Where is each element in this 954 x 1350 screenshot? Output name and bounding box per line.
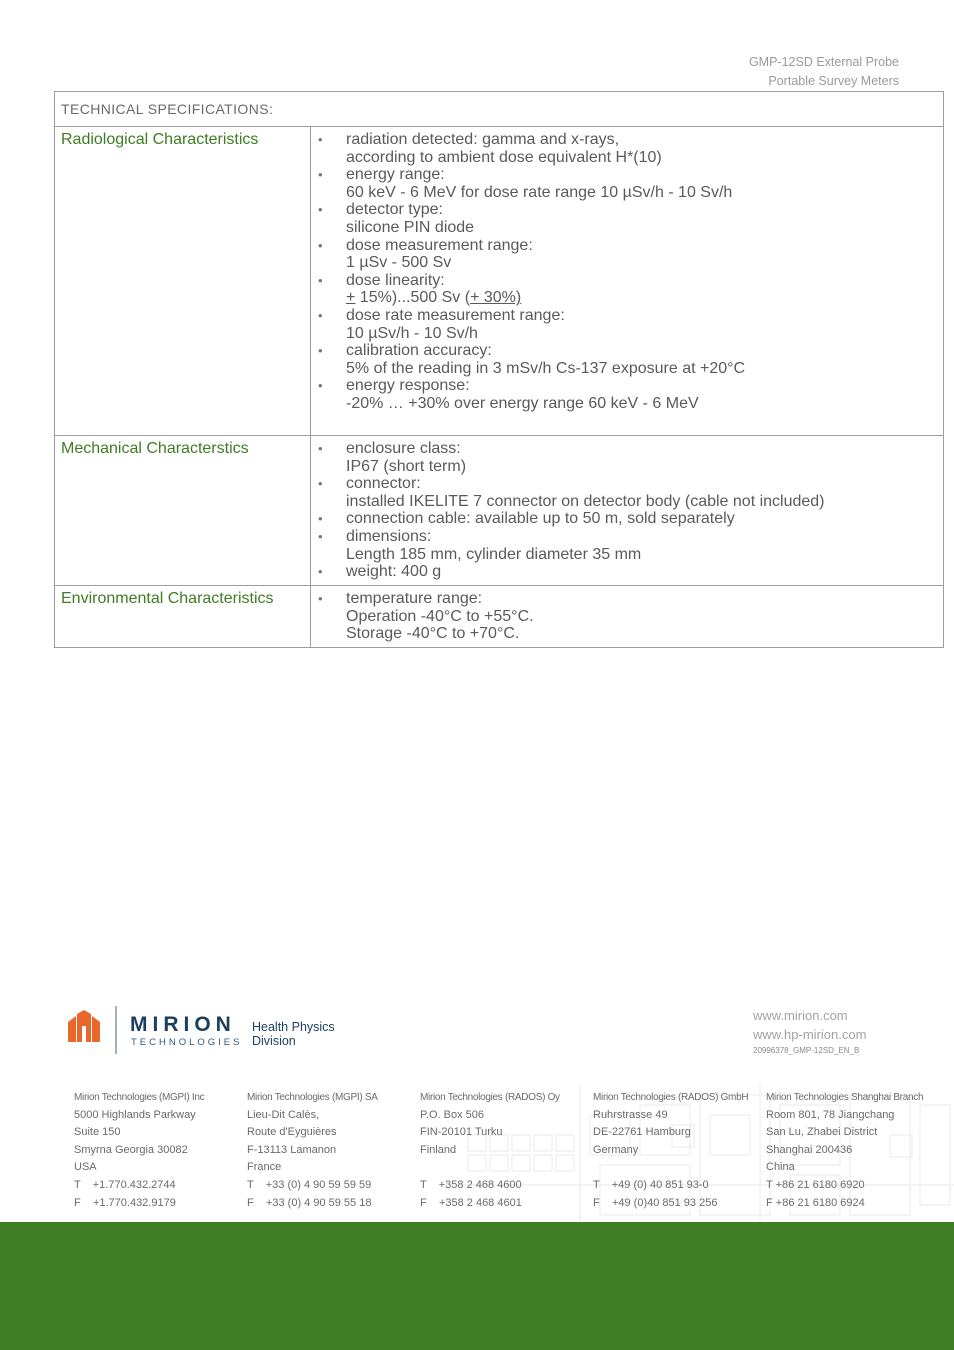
list-item: • dose linearity: + 15%)...500 Sv (+ 30%)	[317, 272, 933, 307]
table-row	[55, 436, 944, 586]
list-item: • dimensions: Length 185 mm, cylinder diameter 35 mm	[317, 528, 933, 563]
spec-list	[317, 440, 933, 581]
address-block: Mirion Technologies (RADOS) GmbH Ruhrstrasse 49 DE-22761 Hamburg Germany T +49 (0) 40 851 93-0 F +49 (0)40 851 93 256	[593, 1092, 749, 1209]
spec-list	[317, 590, 933, 643]
mirion-logo	[66, 1004, 346, 1056]
spec-list	[317, 131, 933, 413]
svg-text:Division: Division	[252, 1034, 296, 1048]
svg-text:Health Physics: Health Physics	[252, 1020, 335, 1034]
list-item: • connector: installed IKELITE 7 connector on detector body (cable not included)	[317, 475, 933, 510]
doc-code: 20996378_GMP-12SD_EN_B	[753, 1046, 860, 1055]
list-item: • detector type: silicone PIN diode	[317, 201, 933, 236]
section-name: Environmental Characteristics	[55, 586, 311, 648]
table-title: TECHNICAL SPECIFICATIONS:	[55, 92, 944, 127]
document-header	[749, 53, 899, 91]
web-info	[753, 1006, 866, 1058]
product-name: GMP-12SD External Probe	[748, 55, 899, 69]
section-name: Radiological Characteristics	[55, 127, 311, 436]
list-item: • dose rate measurement range: 10 µSv/h - 10 Sv/h	[317, 307, 933, 342]
website-link[interactable]: www.hp-mirion.com	[753, 1027, 867, 1042]
svg-text:MIRION: MIRION	[130, 1013, 236, 1036]
address-block: Mirion Technologies (MGPI) SA Lieu-Dit Calès, Route d'Eyguières F-13113 Lamanon France T +33 (0) 4 90 59 59 59 F +33 (0) 4 90 59 55 18	[247, 1092, 378, 1209]
address-block: Mirion Technologies (RADOS) Oy P.O. Box 506 FIN-20101 Turku Finland T +358 2 468 4600 F +358 2 468 4601	[420, 1092, 560, 1209]
website-link[interactable]: www.mirion.com	[753, 1008, 848, 1023]
list-item: • temperature range: Operation -40°C to +55°C. Storage -40°C to +70°C.	[317, 590, 933, 643]
list-item: • weight: 400 g	[317, 563, 933, 581]
list-item: • enclosure class: IP67 (short term)	[317, 440, 933, 475]
section-name: Mechanical Characterstics	[55, 436, 311, 586]
list-item: • energy range: 60 keV - 6 MeV for dose rate range 10 µSv/h - 10 Sv/h	[317, 166, 933, 201]
list-item: • energy response: -20% … +30% over energy range 60 keV - 6 MeV	[317, 377, 933, 412]
list-item: • connection cable: available up to 50 m, sold separately	[317, 510, 933, 528]
footer-band	[0, 1222, 954, 1350]
address-block: Mirion Technologies (MGPI) Inc 5000 Highlands Parkway Suite 150 Smyrna Georgia 30082 USA T +1.770.432.2744 F +1.770.432.9179	[74, 1092, 205, 1209]
svg-text:TECHNOLOGIES: TECHNOLOGIES	[131, 1037, 243, 1048]
table-row	[55, 586, 944, 648]
product-category: Portable Survey Meters	[768, 74, 899, 88]
logo-mark-icon	[68, 1010, 100, 1042]
table-row	[55, 127, 944, 436]
list-item: • calibration accuracy: 5% of the reading in 3 mSv/h Cs-137 exposure at +20°C	[317, 342, 933, 377]
list-item: • radiation detected: gamma and x-rays, according to ambient dose equivalent H*(10)	[317, 131, 933, 166]
list-item: • dose measurement range: 1 µSv - 500 Sv	[317, 237, 933, 272]
spec-table	[54, 91, 944, 648]
address-block: Mirion Technologies Shanghai Branch Room 801, 78 Jiangchang San Lu, Zhabei District Shanghai 200436 China T +86 21 6180 6920 F +86 21 6180 6924	[766, 1092, 924, 1209]
